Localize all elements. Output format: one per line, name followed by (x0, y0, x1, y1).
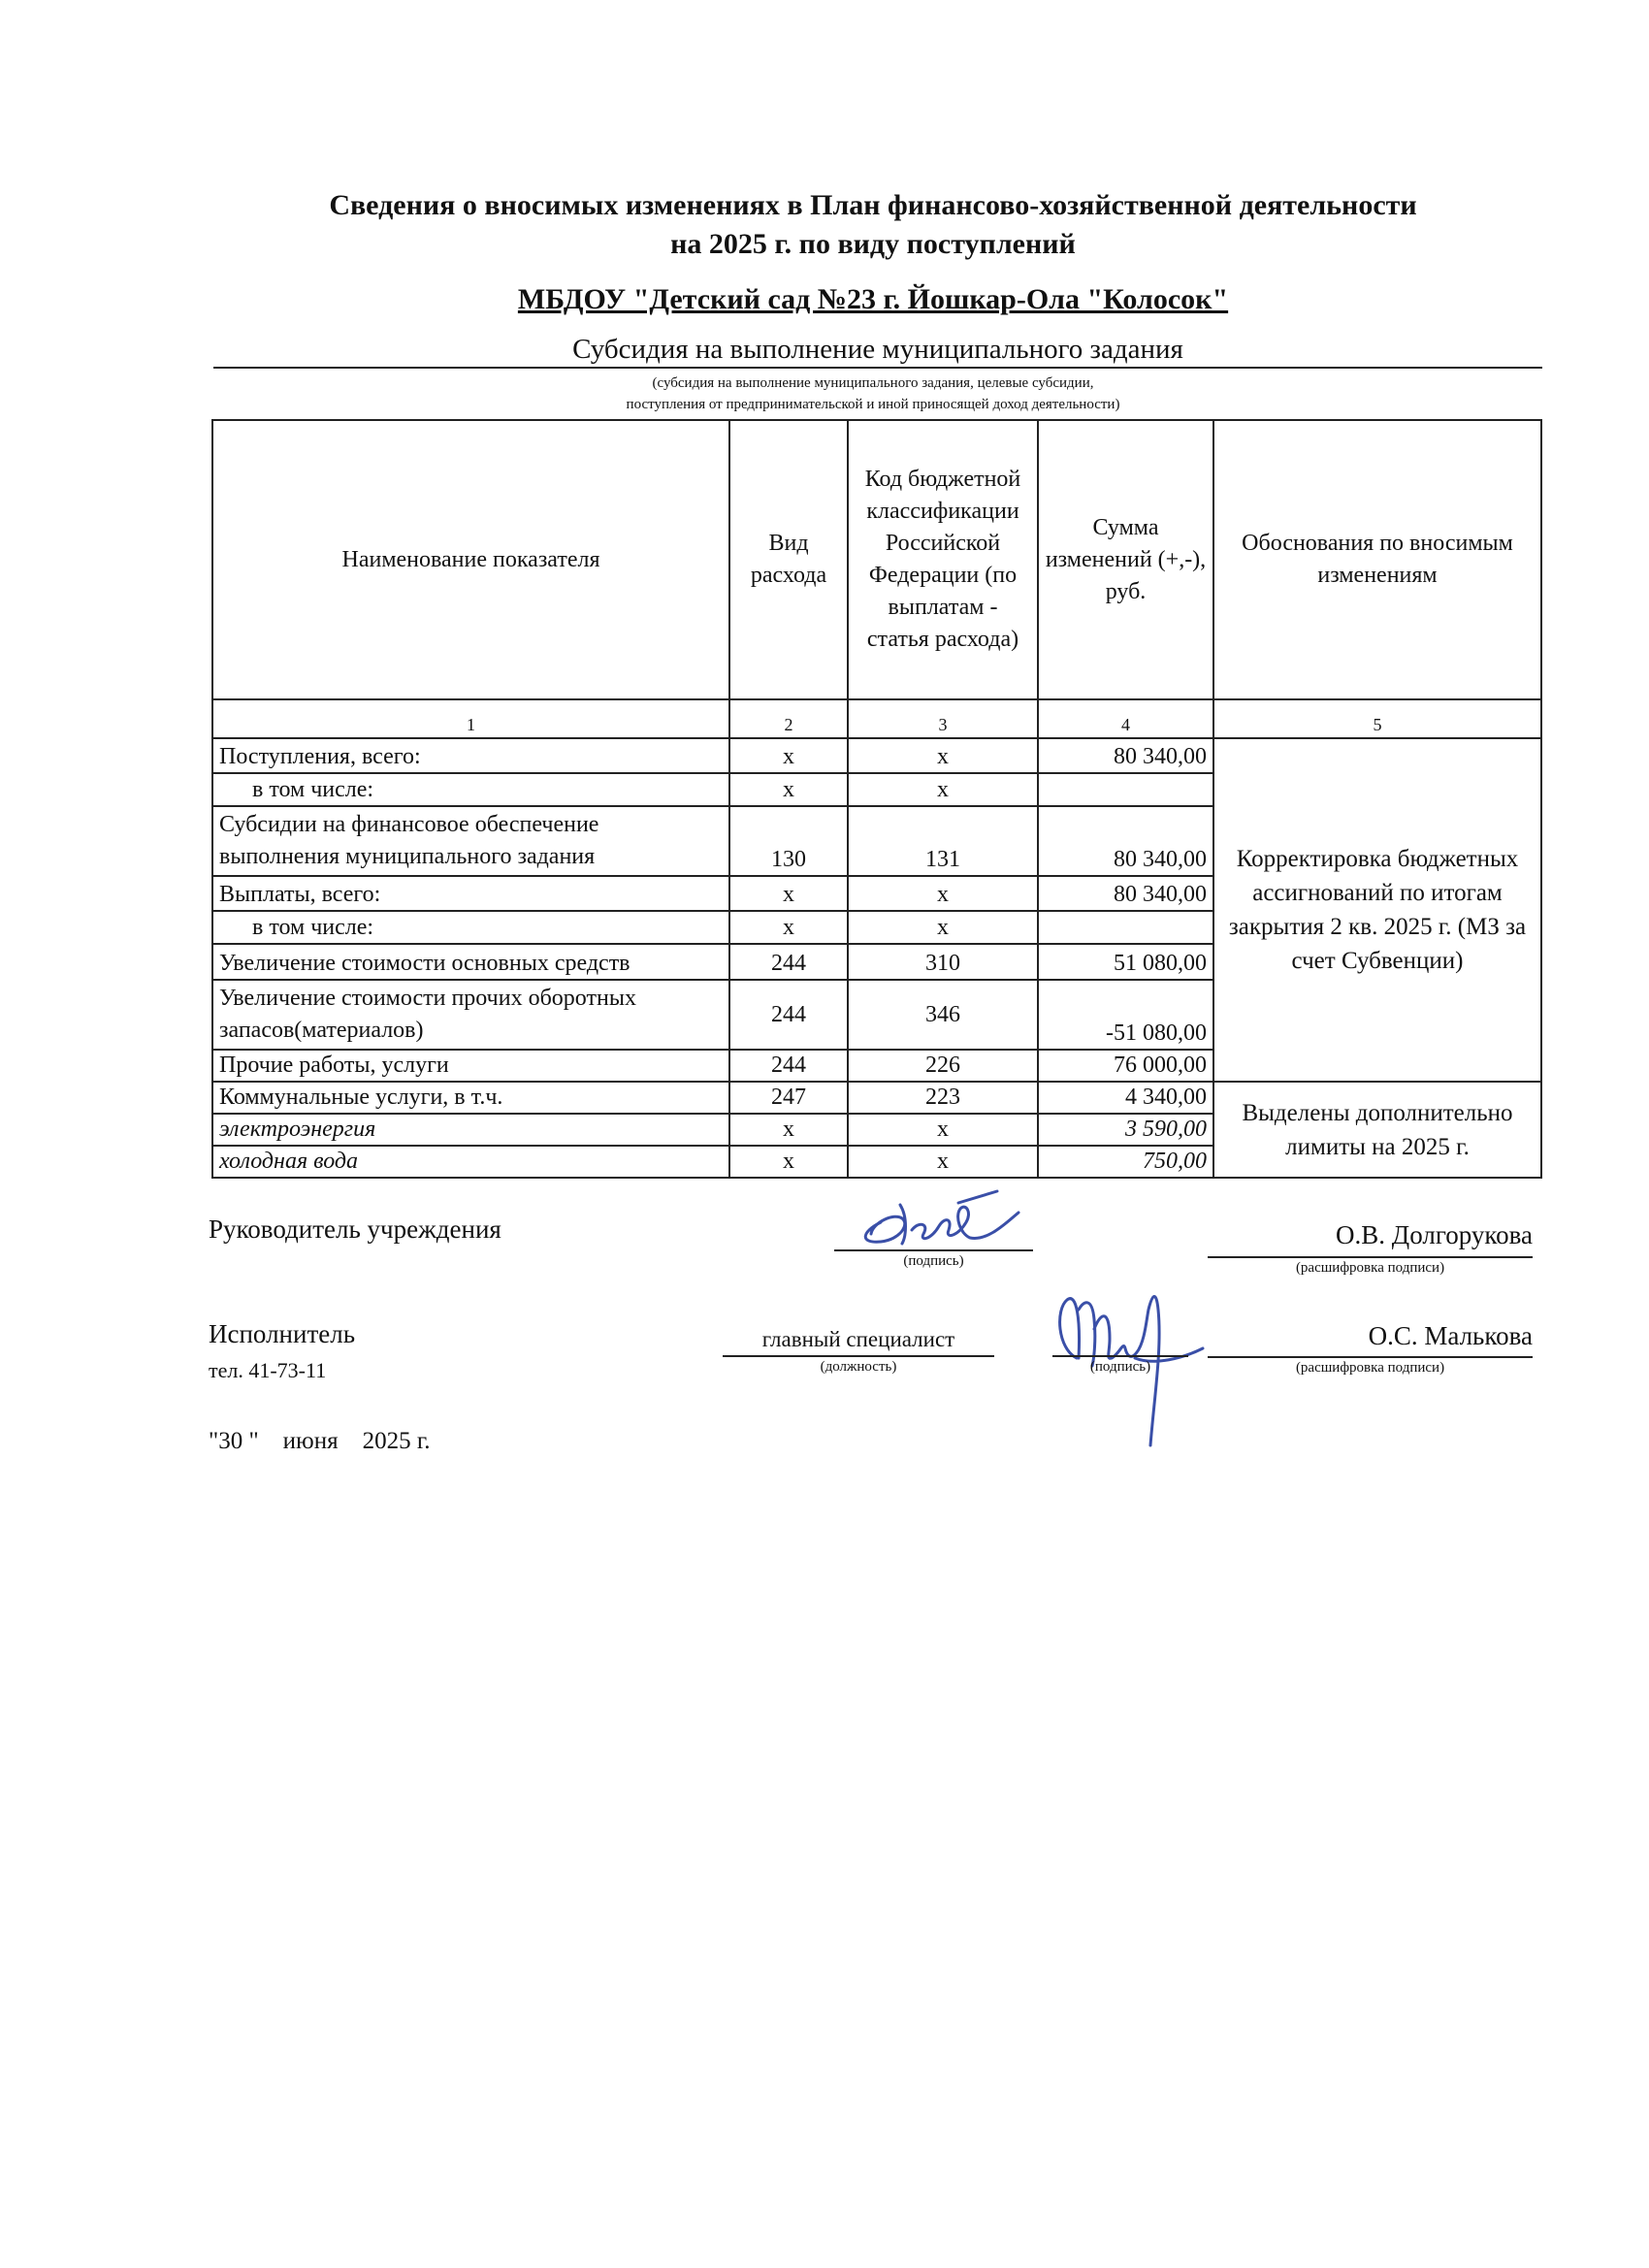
row-code: х (848, 773, 1038, 806)
row-code: 226 (848, 1050, 1038, 1082)
header-reason: Обоснования по вносимым изменениям (1213, 420, 1541, 699)
header-name: Наименование показателя (212, 420, 729, 699)
row-sum: 4 340,00 (1038, 1082, 1213, 1114)
row-name: Увеличение стоимости основных средств (212, 944, 729, 980)
row-name: Выплаты, всего: (212, 876, 729, 911)
executor-position-line (723, 1355, 994, 1357)
row-code: 223 (848, 1082, 1038, 1114)
row-name: в том числе: (212, 773, 729, 806)
subsidy-type: Субсидия на выполнение муниципального задания (213, 332, 1542, 369)
reason-cell-1: Корректировка бюджетных ассигнований по итогам закрытия 2 кв. 2025 г. (МЗ за счет Субвенции) (1213, 738, 1541, 1082)
executor-name: О.С. Малькова (1368, 1321, 1533, 1350)
header-row (212, 420, 1541, 699)
head-sign-line (834, 1249, 1033, 1251)
row-kind: х (729, 876, 848, 911)
column-number: 3 (848, 699, 1038, 738)
column-number: 2 (729, 699, 848, 738)
row-code: 131 (848, 806, 1038, 876)
row-kind: х (729, 773, 848, 806)
row-name: в том числе: (212, 911, 729, 944)
row-name: Поступления, всего: (212, 738, 729, 773)
head-label: Руководитель учреждения (209, 1215, 501, 1244)
row-sum: 76 000,00 (1038, 1050, 1213, 1082)
head-name: О.В. Долгорукова (1336, 1220, 1533, 1249)
row-kind: 247 (729, 1082, 848, 1114)
head-name-caption: (расшифровка подписи) (1295, 1260, 1445, 1276)
executor-label: Исполнитель (209, 1319, 356, 1348)
row-code: 346 (848, 980, 1038, 1050)
executor-name-caption: (расшифровка подписи) (1295, 1360, 1445, 1376)
row-code: х (848, 738, 1038, 773)
head-signature-image (852, 1183, 1036, 1253)
column-number: 4 (1038, 699, 1213, 738)
row-name: Прочие работы, услуги (212, 1050, 729, 1082)
row-kind: 130 (729, 806, 848, 876)
head-sign-caption: (подпись) (903, 1253, 964, 1269)
reason-cell-2: Выделены дополнительно лимиты на 2025 г. (1213, 1082, 1541, 1178)
subsidy-note (291, 373, 1455, 415)
table-row (212, 1082, 1541, 1114)
row-sum: 80 340,00 (1038, 876, 1213, 911)
row-sum: 51 080,00 (1038, 944, 1213, 980)
changes-table (211, 419, 1542, 1179)
column-number-row (212, 699, 1541, 738)
table-row (212, 738, 1541, 773)
phone: тел. 41-73-11 (209, 1358, 327, 1382)
executor-position: главный специалист (761, 1327, 955, 1351)
row-kind: х (729, 911, 848, 944)
row-kind: х (729, 1114, 848, 1146)
executor-signature-image (1038, 1251, 1212, 1455)
row-sum: 750,00 (1038, 1146, 1213, 1178)
document-title (242, 186, 1504, 264)
row-name: электроэнергия (212, 1114, 729, 1146)
row-code: х (848, 911, 1038, 944)
row-sum (1038, 911, 1213, 944)
row-sum: 80 340,00 (1038, 738, 1213, 773)
column-number: 1 (212, 699, 729, 738)
column-number: 5 (1213, 699, 1541, 738)
row-kind: х (729, 1146, 848, 1178)
row-code: 310 (848, 944, 1038, 980)
executor-sign-caption: (подпись) (1089, 1359, 1151, 1375)
row-name: холодная вода (212, 1146, 729, 1178)
row-code: х (848, 876, 1038, 911)
title-line-1: Сведения о вносимых изменениях в План финансово-хозяйственной деятельности (329, 189, 1417, 221)
row-kind: 244 (729, 944, 848, 980)
row-kind: 244 (729, 980, 848, 1050)
row-sum: -51 080,00 (1038, 980, 1213, 1050)
row-code: х (848, 1146, 1038, 1178)
row-code: х (848, 1114, 1038, 1146)
title-line-2: на 2025 г. по виду поступлений (670, 228, 1076, 260)
row-sum: 3 590,00 (1038, 1114, 1213, 1146)
executor-position-caption: (должность) (820, 1359, 897, 1375)
executor-name-line (1208, 1356, 1533, 1358)
head-name-line (1208, 1256, 1533, 1258)
row-sum (1038, 773, 1213, 806)
row-sum: 80 340,00 (1038, 806, 1213, 876)
subsidy-note-line-2: поступления от предпринимательской и иной приносящей доход деятельности) (626, 397, 1120, 412)
row-kind: х (729, 738, 848, 773)
row-kind: 244 (729, 1050, 848, 1082)
header-kind: Вид расхода (729, 420, 848, 699)
header-code: Код бюджетной классификации Российской Федерации (по выплатам - статья расхода) (848, 420, 1038, 699)
row-name: Коммунальные услуги, в т.ч. (212, 1082, 729, 1114)
head-signature-svg (852, 1183, 1036, 1253)
executor-sign-line (1052, 1355, 1188, 1357)
row-name: Увеличение стоимости прочих оборотных запасов(материалов) (212, 980, 729, 1050)
subsidy-note-line-1: (субсидия на выполнение муниципального задания, целевые субсидии, (652, 375, 1094, 391)
header-sum: Сумма изменений (+,-), руб. (1038, 420, 1213, 699)
executor-signature-svg (1038, 1251, 1212, 1455)
row-name: Субсидии на финансовое обеспечение выполнения муниципального задания (212, 806, 729, 876)
document-date: "30 " июня 2025 г. (209, 1428, 431, 1454)
organization-name: МБДОУ "Детский сад №23 г. Йошкар-Ола "Колосок" (517, 283, 1229, 315)
